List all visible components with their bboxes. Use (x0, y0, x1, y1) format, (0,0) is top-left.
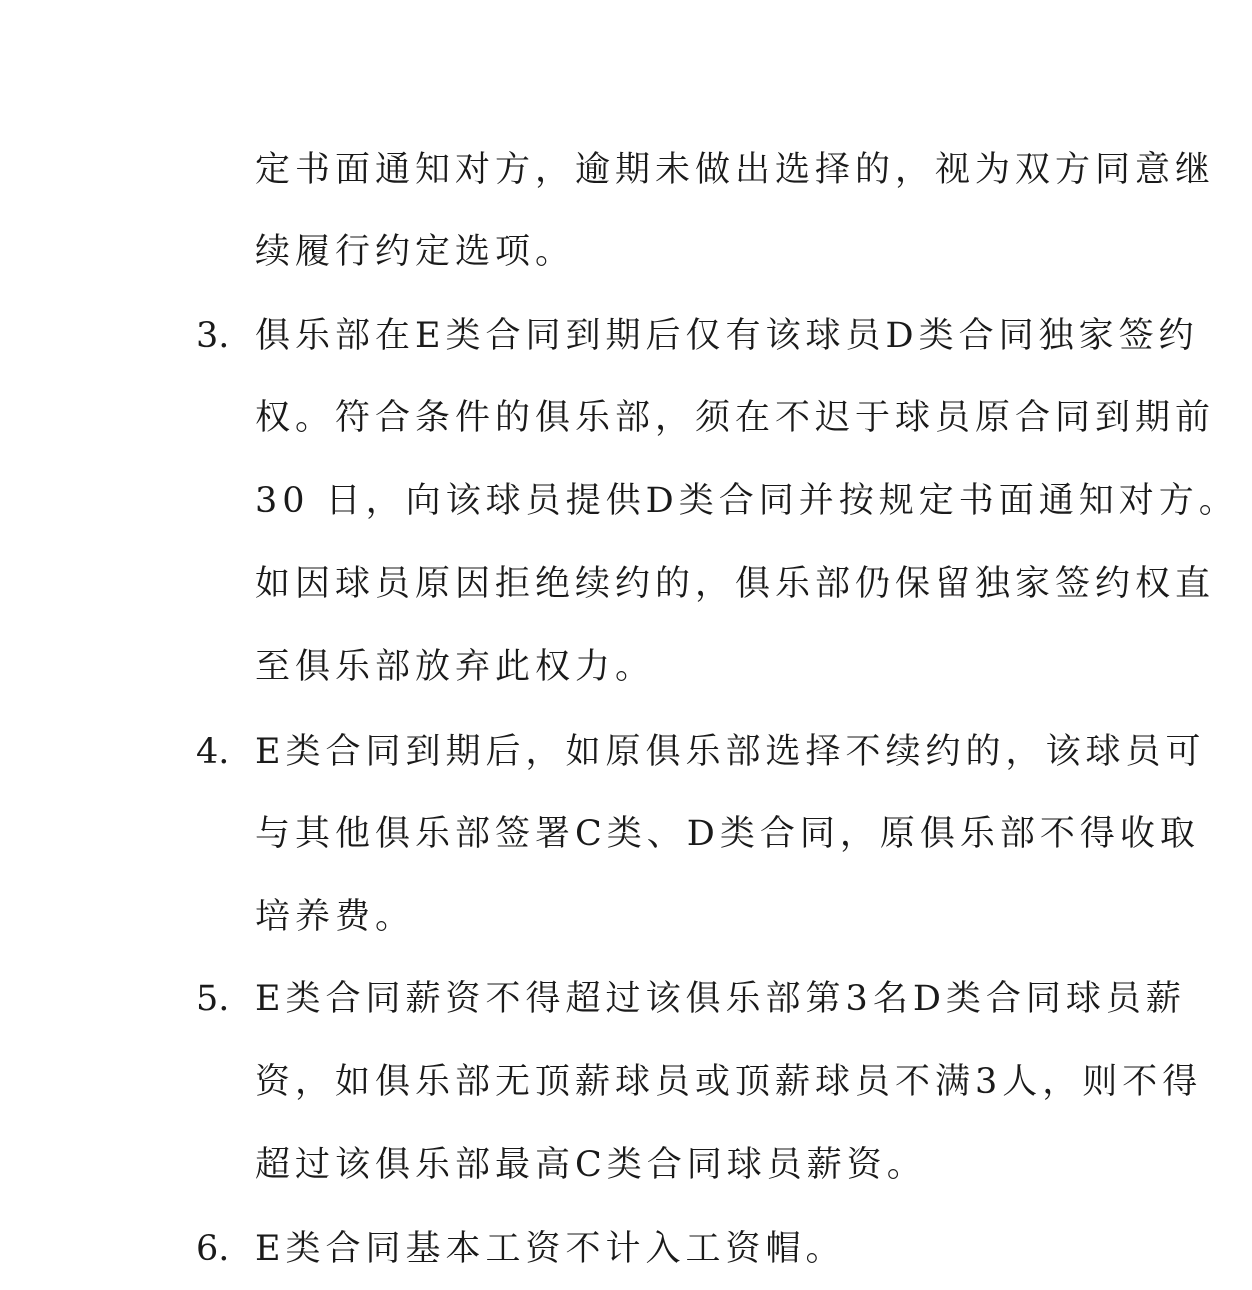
list-item-line: 30 日，向该球员提供D类合同并按规定书面通知对方。 (255, 481, 1239, 521)
list-item-line: 至俱乐部放弃此权力。 (255, 647, 656, 687)
list-item-line: 俱乐部在E类合同到期后仅有该球员D类合同独家签约 (255, 316, 1199, 356)
list-item-line: E类合同到期后，如原俱乐部选择不续约的，该球员可 (255, 732, 1206, 772)
list-item-number: 6. (196, 1229, 230, 1269)
list-item-number: 5. (196, 979, 230, 1019)
list-item-line: E类合同薪资不得超过该俱乐部第3名D类合同球员薪 (255, 979, 1186, 1019)
paragraph-line: 定书面通知对方，逾期未做出选择的，视为双方同意继 (255, 150, 1216, 190)
list-item-line: 资，如俱乐部无顶薪球员或顶薪球员不满3人，则不得 (255, 1062, 1203, 1102)
list-item-number: 4. (196, 732, 230, 772)
list-item-line: 与其他俱乐部签署C类、D类合同，原俱乐部不得收取 (255, 814, 1200, 854)
list-item-line: 如因球员原因拒绝续约的，俱乐部仍保留独家签约权直 (255, 564, 1216, 604)
list-item-line: E类合同基本工资不计入工资帽。 (255, 1229, 846, 1269)
list-item-line: 超过该俱乐部最高C类合同球员薪资。 (255, 1145, 927, 1185)
list-item-number: 3. (196, 316, 230, 356)
list-item-line: 培养费。 (255, 897, 416, 937)
list-item-line: 权。符合条件的俱乐部，须在不迟于球员原合同到期前 (255, 398, 1216, 438)
paragraph-line: 续履行约定选项。 (255, 232, 576, 272)
